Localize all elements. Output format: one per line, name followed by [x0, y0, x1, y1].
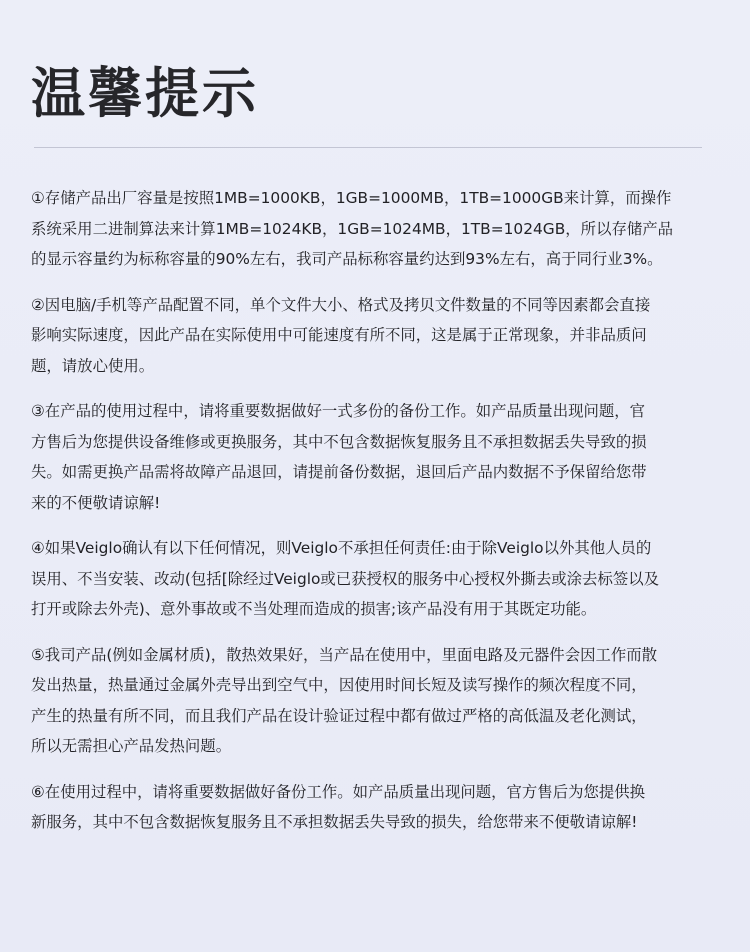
paragraph-line: ⑤我司产品(例如金属材质)，散热效果好，当产品在使用中，里面电路及元器件会因工作而散 — [31, 645, 658, 664]
paragraph-line: 题，请放心使用。 — [31, 356, 155, 375]
paragraph-line: 发出热量，热量通过金属外壳导出到空气中，因使用时间长短及读写操作的频次程度不同， — [31, 676, 647, 694]
paragraph-line: 新服务，其中不包含数据恢复服务且不承担数据丢失导致的损失，给您带来不便敬请谅解! — [31, 813, 638, 831]
paragraph-line: 产生的热量有所不同，而且我们产品在设计验证过程中都有做过严格的高低温及老化测试， — [31, 706, 647, 725]
notice-paragraph-6 — [31, 777, 721, 838]
paragraph-line: 所以无需担心产品发热问题。 — [31, 737, 232, 755]
paragraph-line: 误用、不当安装、改动(包括[除经过Veiglo或已获授权的服务中心授权外撕去或涂去标签以及 — [31, 569, 660, 588]
notice-paragraph-5 — [31, 640, 721, 762]
paragraph-line: ④如果Veiglo确认有以下任何情况，则Veiglo不承担任何责任:由于除Veiglo以外其他人员的 — [31, 539, 652, 557]
paragraph-line: 方售后为您提供设备维修或更换服务，其中不包含数据恢复服务且不承担数据丢失导致的损 — [31, 432, 647, 451]
notice-paragraph-2 — [31, 290, 721, 382]
paragraph-line: ②因电脑/手机等产品配置不同，单个文件大小、格式及拷贝文件数量的不同等因素都会直接 — [31, 295, 651, 314]
page-title: 温馨提示 — [31, 62, 259, 125]
paragraph-line: ①存储产品出厂容量是按照1MB=1000KB，1GB=1000MB，1TB=1000GB来计算，而操作 — [31, 189, 672, 207]
paragraph-line: 系统采用二进制算法来计算1MB=1024KB，1GB=1024MB，1TB=1024GB，所以存储产品 — [31, 219, 674, 238]
paragraph-line: 的显示容量约为标称容量的90%左右，我司产品标称容量约达到93%左右，高于同行业3%。 — [31, 250, 663, 268]
notice-content — [31, 183, 721, 853]
paragraph-line: 来的不便敬请谅解! — [31, 493, 161, 512]
paragraph-line: 失。如需更换产品需将故障产品退回，请提前备份数据，退回后产品内数据不予保留给您带 — [31, 463, 647, 481]
title-divider — [34, 147, 702, 148]
paragraph-line: ③在产品的使用过程中，请将重要数据做好一式多份的备份工作。如产品质量出现问题，官 — [31, 402, 646, 420]
paragraph-line: 打开或除去外壳)、意外事故或不当处理而造成的损害;该产品没有用于其既定功能。 — [31, 600, 597, 618]
paragraph-line: ⑥在使用过程中，请将重要数据做好备份工作。如产品质量出现问题，官方售后为您提供换 — [31, 782, 646, 801]
paragraph-line: 影响实际速度，因此产品在实际使用中可能速度有所不同，这是属于正常现象，并非品质问 — [31, 326, 647, 344]
notice-paragraph-1 — [31, 183, 721, 275]
notice-paragraph-4 — [31, 533, 721, 625]
notice-paragraph-3 — [31, 396, 721, 518]
